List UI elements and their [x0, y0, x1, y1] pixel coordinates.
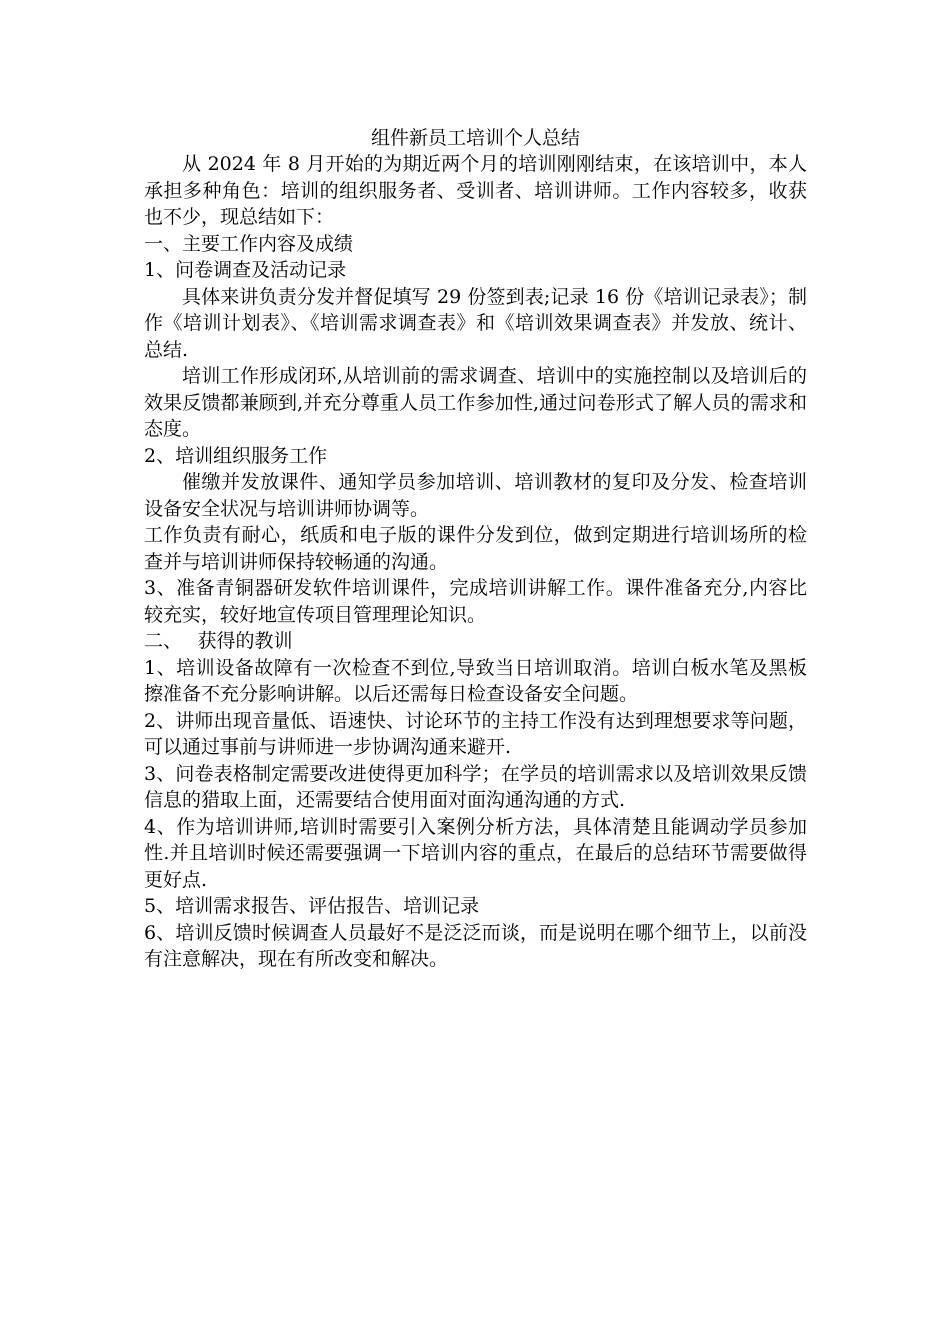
section-heading-lessons: 二、 获得的教训 [144, 630, 293, 652]
document-title: 组件新员工培训个人总结 [370, 127, 580, 149]
organization-paragraph-2: 工作负责有耐心，纸质和电子版的课件分发到位，做到定期进行培训场所的检查并与培训讲师保持较畅通的沟通。 [144, 524, 807, 573]
lesson-item: 3、问卷表格制定需要改进使得更加科学；在学员的培训需求以及培训效果反馈信息的猎取上面，还需要结合使用面对面沟通沟通的方式. [144, 762, 807, 811]
survey-paragraph-2: 培训工作形成闭环,从培训前的需求调查、培训中的实施控制以及培训后的效果反馈都兼顾到,并充分尊重人员工作参加性,通过问卷形式了解人员的需求和态度。 [144, 365, 807, 440]
lesson-item: 2、讲师出现音量低、语速快、讨论环节的主持工作没有达到理想要求等问题，可以通过事前与讲师进一步协调沟通来避开. [144, 709, 807, 758]
document-page [144, 126, 807, 973]
courseware-paragraph: 3、准备青铜器研发软件培训课件，完成培训讲解工作。课件准备充分,内容比较充实，较好地宣传项目管理理论知识。 [144, 577, 807, 626]
section-heading-main-work: 一、主要工作内容及成绩 [144, 232, 354, 255]
lesson-item: 1、培训设备故障有一次检查不到位,导致当日培训取消。培训白板水笔及黑板擦准备不充分影响讲解。以后还需每日检查设备安全问题。 [144, 656, 807, 705]
item-heading-survey: 1、问卷调查及活动记录 [144, 259, 347, 281]
item-heading-organization: 2、培训组织服务工作 [144, 444, 328, 467]
lesson-item: 4、作为培训讲师,培训时需要引入案例分析方法，具体清楚且能调动学员参加性.并且培训时候还需要强调一下培训内容的重点，在最后的总结环节需要做得更好点. [144, 815, 807, 891]
lesson-item: 5、培训需求报告、评估报告、培训记录 [144, 895, 480, 917]
organization-paragraph-1: 催缴并发放课件、通知学员参加培训、培训教材的复印及分发、检查培训设备安全状况与培训讲师协调等。 [144, 471, 807, 520]
lesson-item: 6、培训反馈时候调查人员最好不是泛泛而谈，而是说明在哪个细节上，以前没有注意解决，现在有所改变和解决。 [144, 921, 807, 970]
survey-paragraph-1: 具体来讲负责分发并督促填写 29 份签到表;记录 16 份《培训记录表》；制作《培训计划表》、《培训需求调查表》和《培训效果调查表》并发放、统计、总结. [144, 285, 807, 361]
intro-paragraph: 从 2024 年 8 月开始的为期近两个月的培训刚刚结束，在该培训中，本人承担多种角色：培训的组织服务者、受训者、培训讲师。工作内容较多，收获也不少，现总结如下： [144, 153, 807, 228]
